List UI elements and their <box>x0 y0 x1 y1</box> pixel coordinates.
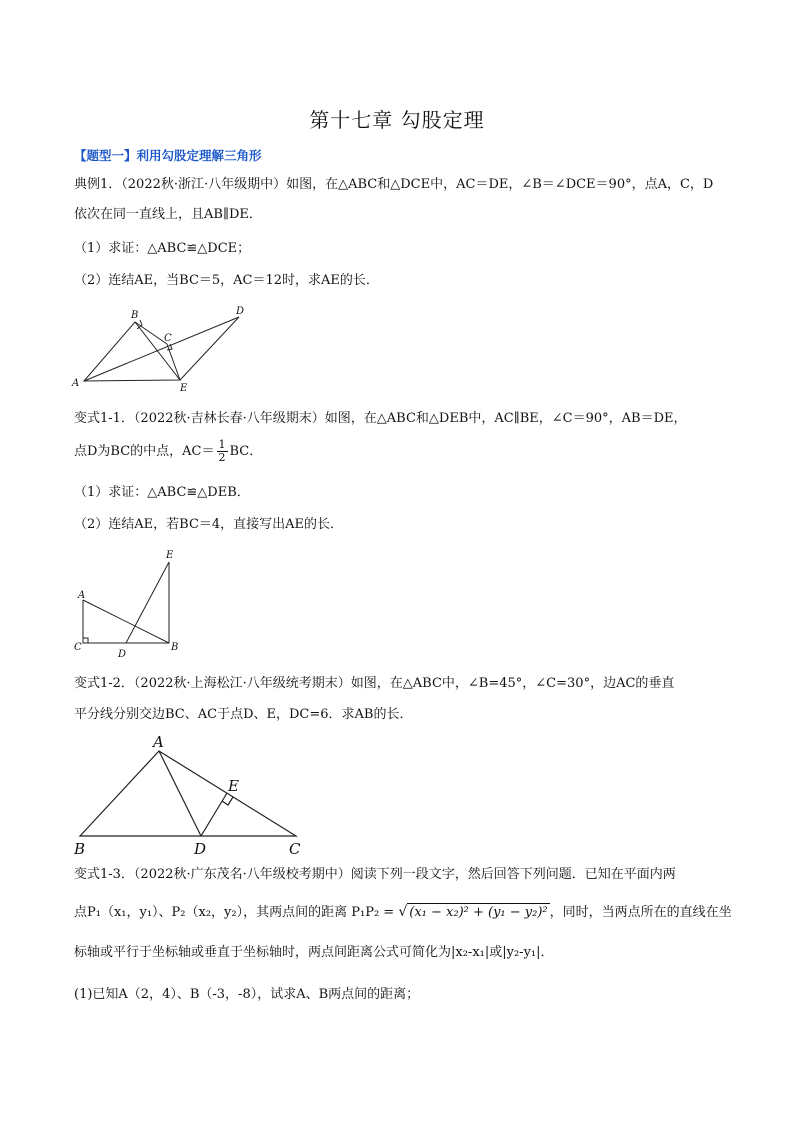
fraction-one-half: $\frac{1}{2}$ <box>218 438 226 464</box>
problem-3-line-1: 变式1-2．（2022秋·上海松江·八年级统考期末）如图，在△ABC中，∠B=45°，∠C=30°，边AC的垂直 <box>74 676 675 691</box>
problem-4-part-1: (1)已知A（2，4）、B（-3，-8），试求A、B两点间的距离； <box>74 987 420 1002</box>
problem-2-part-2: （2）连结AE，若BC＝4，直接写出AE的长． <box>74 517 344 532</box>
figure-1-label-c: C <box>164 333 172 344</box>
figure-3-triangle-abc <box>80 751 296 836</box>
figure-2-label-c: C <box>74 642 82 653</box>
figure-2-label-d: D <box>118 649 127 660</box>
figure-1-label-b: B <box>131 310 139 321</box>
problem-1-part-2: （2）连结AE，当BC＝5，AC＝12时，求AE的长． <box>74 273 379 288</box>
figure-2-label-a: A <box>78 590 86 601</box>
figure-3-label-a: A <box>153 733 164 751</box>
figure-3-line-de <box>201 793 227 836</box>
chapter-title: 第十七章 勾股定理 <box>309 108 485 132</box>
problem-4-line-3: 标轴或平行于坐标轴或垂直于坐标轴时，两点间距离公式可简化为|x₂-x₁|或|y₂-y₁|． <box>74 945 554 960</box>
problem-1-line-2: 依次在同一直线上，且AB∥DE． <box>74 207 262 222</box>
figure-3-label-c: C <box>289 840 301 858</box>
figure-3-label-d: D <box>194 840 207 858</box>
figure-1-label-d: D <box>236 306 245 317</box>
problem-2-part-1: （1）求证：△ABC≌△DEB． <box>74 485 250 500</box>
problem-2-line-1: 变式1-1．（2022秋·吉林长春·八年级期末）如图，在△ABC和△DEB中，AC∥BE，∠C＝90°，AB＝DE， <box>74 411 687 426</box>
figure-2-label-e: E <box>166 550 174 561</box>
distance-formula: (x₁ − x₂)² + (y₁ − y₂)² <box>409 905 548 920</box>
figure-1-label-a: A <box>72 378 80 389</box>
problem-3-line-2: 平分线分别交边BC、AC于点D、E，DC=6．求AB的长． <box>74 707 413 722</box>
problem-1-part-1: （1）求证：△ABC≌△DCE； <box>74 241 251 256</box>
figure-3-label-b: B <box>74 840 86 858</box>
problem-2-line-2: 点D为BC的中点，AC＝ $\frac{1}{2}$ BC． <box>74 438 263 464</box>
figure-2-label-b: B <box>171 642 179 653</box>
problem-4-line-1: 变式1-3．（2022秋·广东茂名·八年级校考期中）阅读下列一段文字，然后回答下列问题．已知在平面内两 <box>74 867 676 882</box>
problem-1-line-1: 典例1．（2022秋·浙江·八年级期中）如图，在△ABC和△DCE中，AC＝DE，∠B＝∠DCE＝90°，点A，C，D <box>74 177 714 192</box>
figure-3-label-e: E <box>228 777 239 795</box>
figure-1-label-e: E <box>180 383 188 394</box>
section-heading: 【题型一】利用勾股定理解三角形 <box>74 148 262 163</box>
problem-4-line-2: 点P₁（x₁，y₁）、P₂（x₂，y₂），其两点间的距离 P₁P₂ = √ (x₁ − x₂)² + (y₁ − y₂)² ，同时，当两点所在的直线在坐 <box>74 904 732 920</box>
